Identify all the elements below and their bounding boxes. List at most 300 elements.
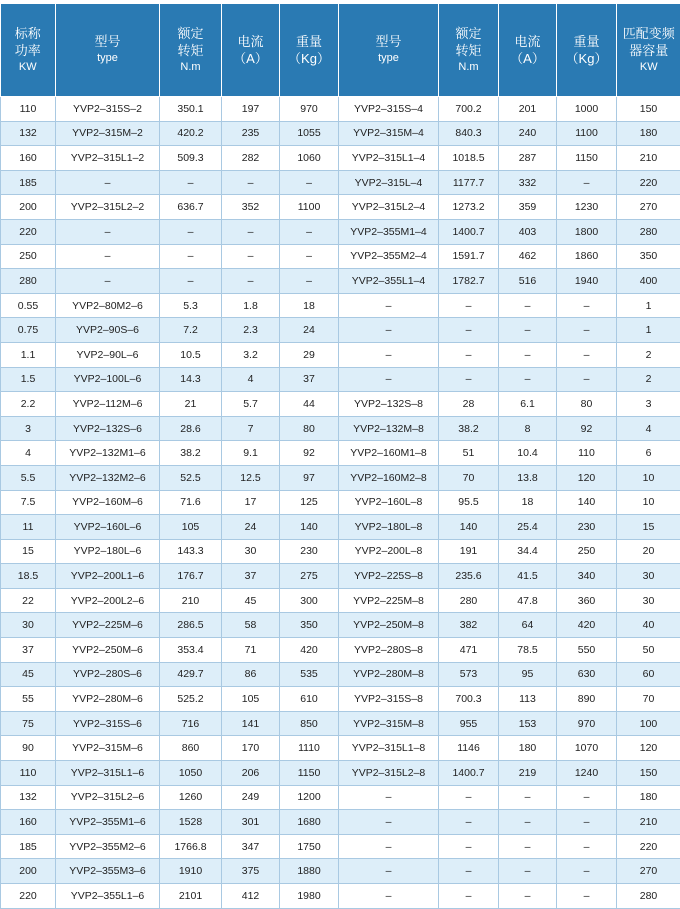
table-cell: 1200	[280, 785, 339, 810]
table-cell: 5.5	[1, 465, 56, 490]
table-cell: –	[557, 884, 617, 909]
table-cell: 50	[617, 638, 680, 663]
table-cell: 11	[1, 515, 56, 540]
table-cell: 14.3	[160, 367, 222, 392]
table-cell: 153	[499, 711, 557, 736]
table-cell: 191	[439, 539, 499, 564]
table-cell: 90	[1, 736, 56, 761]
table-cell: 28	[439, 392, 499, 417]
table-cell: 113	[499, 687, 557, 712]
table-cell: 80	[280, 416, 339, 441]
table-cell: –	[280, 170, 339, 195]
table-cell: 8	[499, 416, 557, 441]
table-cell: 70	[439, 465, 499, 490]
table-row	[1, 416, 680, 441]
table-row	[1, 564, 680, 589]
table-cell: 1782.7	[439, 269, 499, 294]
table-cell: 716	[160, 711, 222, 736]
table-cell: –	[280, 244, 339, 269]
table-cell: 13.8	[499, 465, 557, 490]
table-cell: 270	[617, 195, 680, 220]
table-cell: 110	[1, 761, 56, 786]
table-cell: –	[439, 859, 499, 884]
table-cell: 220	[1, 219, 56, 244]
table-cell: 210	[617, 810, 680, 835]
table-row	[1, 515, 680, 540]
table-cell: YVP2–112M–6	[56, 392, 160, 417]
table-row	[1, 121, 680, 146]
table-cell: 30	[617, 588, 680, 613]
table-cell: 420	[280, 638, 339, 663]
table-row	[1, 195, 680, 220]
table-cell: 100	[617, 711, 680, 736]
table-cell: –	[557, 859, 617, 884]
table-cell: YVP2–200L–8	[339, 539, 439, 564]
table-cell: 1880	[280, 859, 339, 884]
table-cell: 280	[1, 269, 56, 294]
table-row	[1, 662, 680, 687]
table-cell: 34.4	[499, 539, 557, 564]
table-cell: 20	[617, 539, 680, 564]
table-cell: 37	[280, 367, 339, 392]
table-cell: 1260	[160, 785, 222, 810]
table-cell: YVP2–160M2–8	[339, 465, 439, 490]
table-cell: 359	[499, 195, 557, 220]
table-row	[1, 711, 680, 736]
table-cell: 275	[280, 564, 339, 589]
table-cell: 18.5	[1, 564, 56, 589]
table-row	[1, 465, 680, 490]
table-row	[1, 736, 680, 761]
table-cell: –	[439, 342, 499, 367]
table-cell: 516	[499, 269, 557, 294]
table-cell: –	[557, 367, 617, 392]
table-cell: 550	[557, 638, 617, 663]
table-cell: 71	[222, 638, 280, 663]
table-row	[1, 539, 680, 564]
table-cell: 24	[222, 515, 280, 540]
table-cell: 840.3	[439, 121, 499, 146]
table-cell: 64	[499, 613, 557, 638]
table-row	[1, 638, 680, 663]
column-header	[222, 4, 280, 97]
table-cell: 10.4	[499, 441, 557, 466]
table-cell: YVP2–80M2–6	[56, 293, 160, 318]
table-cell: 1800	[557, 219, 617, 244]
table-cell: 140	[280, 515, 339, 540]
table-cell: YVP2–315L1–2	[56, 146, 160, 171]
table-cell: 400	[617, 269, 680, 294]
table-body	[1, 97, 680, 909]
table-cell: –	[56, 170, 160, 195]
table-cell: YVP2–90S–6	[56, 318, 160, 343]
table-cell: 1.1	[1, 342, 56, 367]
table-cell: –	[160, 269, 222, 294]
column-header-line: 额定	[439, 25, 498, 42]
table-cell: 200	[1, 859, 56, 884]
table-cell: 105	[160, 515, 222, 540]
table-cell: 206	[222, 761, 280, 786]
table-cell: 1766.8	[160, 834, 222, 859]
table-cell: –	[339, 367, 439, 392]
table-cell: 240	[499, 121, 557, 146]
table-cell: –	[499, 859, 557, 884]
table-cell: –	[339, 318, 439, 343]
table-cell: –	[56, 269, 160, 294]
table-cell: YVP2–355M3–6	[56, 859, 160, 884]
table-cell: 350	[280, 613, 339, 638]
column-header-line: 匹配变频	[617, 25, 680, 42]
column-header	[617, 4, 680, 97]
table-cell: 1273.2	[439, 195, 499, 220]
table-cell: 1591.7	[439, 244, 499, 269]
table-cell: 250	[1, 244, 56, 269]
table-cell: YVP2–355L1–4	[339, 269, 439, 294]
table-cell: YVP2–280M–6	[56, 687, 160, 712]
table-cell: 300	[280, 588, 339, 613]
table-cell: 2101	[160, 884, 222, 909]
table-cell: 350.1	[160, 97, 222, 122]
table-cell: 1	[617, 318, 680, 343]
table-cell: 0.55	[1, 293, 56, 318]
table-cell: –	[280, 219, 339, 244]
table-cell: YVP2–355L1–6	[56, 884, 160, 909]
table-cell: 573	[439, 662, 499, 687]
table-cell: 280	[617, 219, 680, 244]
table-cell: 353.4	[160, 638, 222, 663]
column-header-line: 转矩	[439, 42, 498, 59]
column-header-line: N.m	[160, 59, 221, 76]
table-cell: –	[160, 170, 222, 195]
table-cell: 95.5	[439, 490, 499, 515]
table-cell: YVP2–315L2–6	[56, 785, 160, 810]
table-cell: 1000	[557, 97, 617, 122]
table-cell: 97	[280, 465, 339, 490]
table-row	[1, 146, 680, 171]
table-cell: 0.75	[1, 318, 56, 343]
table-cell: 1110	[280, 736, 339, 761]
table-cell: –	[439, 318, 499, 343]
table-row	[1, 219, 680, 244]
table-cell: 403	[499, 219, 557, 244]
table-cell: 110	[1, 97, 56, 122]
column-header-line: 转矩	[160, 42, 221, 59]
table-cell: 143.3	[160, 539, 222, 564]
table-cell: 37	[1, 638, 56, 663]
table-cell: 636.7	[160, 195, 222, 220]
table-row	[1, 687, 680, 712]
table-cell: 1240	[557, 761, 617, 786]
table-cell: 301	[222, 810, 280, 835]
column-header-line: 型号	[56, 33, 159, 50]
table-cell: 17	[222, 490, 280, 515]
table-cell: 15	[617, 515, 680, 540]
table-cell: 850	[280, 711, 339, 736]
motor-spec-table	[0, 4, 680, 909]
table-cell: 2.2	[1, 392, 56, 417]
table-row	[1, 392, 680, 417]
table-cell: 18	[280, 293, 339, 318]
table-cell: 1018.5	[439, 146, 499, 171]
table-cell: 120	[557, 465, 617, 490]
table-header	[1, 4, 680, 97]
table-cell: 40	[617, 613, 680, 638]
table-cell: YVP2–250M–8	[339, 613, 439, 638]
table-cell: –	[339, 785, 439, 810]
table-cell: 1146	[439, 736, 499, 761]
table-cell: 1100	[557, 121, 617, 146]
table-cell: 105	[222, 687, 280, 712]
table-cell: –	[557, 318, 617, 343]
table-cell: 350	[617, 244, 680, 269]
table-cell: YVP2–315S–2	[56, 97, 160, 122]
table-cell: –	[222, 244, 280, 269]
table-cell: –	[439, 810, 499, 835]
table-cell: 30	[222, 539, 280, 564]
table-row	[1, 367, 680, 392]
table-cell: 970	[557, 711, 617, 736]
table-cell: 4	[1, 441, 56, 466]
table-cell: 30	[617, 564, 680, 589]
table-cell: 60	[617, 662, 680, 687]
table-cell: YVP2–315L1–6	[56, 761, 160, 786]
table-cell: 1750	[280, 834, 339, 859]
table-cell: 286.5	[160, 613, 222, 638]
table-cell: YVP2–315L1–8	[339, 736, 439, 761]
table-cell: 955	[439, 711, 499, 736]
table-row	[1, 97, 680, 122]
table-cell: 92	[557, 416, 617, 441]
table-cell: 78.5	[499, 638, 557, 663]
table-cell: 270	[617, 859, 680, 884]
table-cell: YVP2–315M–6	[56, 736, 160, 761]
table-cell: 1055	[280, 121, 339, 146]
table-cell: 230	[280, 539, 339, 564]
table-cell: 25.4	[499, 515, 557, 540]
table-cell: 1070	[557, 736, 617, 761]
table-cell: 1177.7	[439, 170, 499, 195]
table-cell: 235	[222, 121, 280, 146]
table-cell: 535	[280, 662, 339, 687]
column-header	[557, 4, 617, 97]
table-cell: YVP2–160M–6	[56, 490, 160, 515]
table-cell: –	[557, 834, 617, 859]
table-row	[1, 244, 680, 269]
table-cell: YVP2–100L–6	[56, 367, 160, 392]
table-cell: 140	[557, 490, 617, 515]
table-cell: 201	[499, 97, 557, 122]
table-cell: YVP2–250M–6	[56, 638, 160, 663]
table-cell: 47.8	[499, 588, 557, 613]
column-header	[439, 4, 499, 97]
table-cell: YVP2–160L–8	[339, 490, 439, 515]
table-cell: YVP2–180L–8	[339, 515, 439, 540]
table-cell: YVP2–90L–6	[56, 342, 160, 367]
column-header-line: 型号	[339, 33, 438, 50]
table-cell: 235.6	[439, 564, 499, 589]
table-cell: 5.3	[160, 293, 222, 318]
table-cell: 210	[160, 588, 222, 613]
table-cell: YVP2–315L2–2	[56, 195, 160, 220]
column-header-line: 器容量	[617, 42, 680, 59]
table-cell: –	[160, 219, 222, 244]
table-cell: YVP2–132S–8	[339, 392, 439, 417]
column-header	[1, 4, 56, 97]
table-cell: 1150	[557, 146, 617, 171]
table-cell: 420	[557, 613, 617, 638]
column-header-line: （A）	[499, 50, 556, 67]
table-cell: 509.3	[160, 146, 222, 171]
table-cell: 220	[617, 170, 680, 195]
column-header	[56, 4, 160, 97]
table-cell: –	[499, 884, 557, 909]
table-cell: 1910	[160, 859, 222, 884]
table-cell: 630	[557, 662, 617, 687]
table-cell: –	[499, 785, 557, 810]
table-cell: 6	[617, 441, 680, 466]
table-cell: 347	[222, 834, 280, 859]
table-cell: 7.5	[1, 490, 56, 515]
table-cell: –	[499, 342, 557, 367]
column-header-line: type	[339, 50, 438, 67]
table-cell: 38.2	[439, 416, 499, 441]
table-row	[1, 342, 680, 367]
table-cell: YVP2–225M–8	[339, 588, 439, 613]
table-cell: YVP2–315M–4	[339, 121, 439, 146]
table-cell: 22	[1, 588, 56, 613]
table-cell: 141	[222, 711, 280, 736]
table-cell: YVP2–355M2–6	[56, 834, 160, 859]
table-cell: YVP2–315S–4	[339, 97, 439, 122]
table-cell: –	[557, 785, 617, 810]
table-cell: 220	[1, 884, 56, 909]
table-cell: 51	[439, 441, 499, 466]
table-cell: 29	[280, 342, 339, 367]
table-cell: 176.7	[160, 564, 222, 589]
table-cell: 1150	[280, 761, 339, 786]
table-cell: –	[499, 367, 557, 392]
table-cell: 2	[617, 342, 680, 367]
table-cell: –	[499, 293, 557, 318]
table-cell: 220	[617, 834, 680, 859]
table-cell: 525.2	[160, 687, 222, 712]
table-cell: 219	[499, 761, 557, 786]
table-row	[1, 785, 680, 810]
table-cell: 180	[617, 121, 680, 146]
table-cell: 7	[222, 416, 280, 441]
table-cell: 110	[557, 441, 617, 466]
table-cell: YVP2–225M–6	[56, 613, 160, 638]
table-cell: 412	[222, 884, 280, 909]
table-cell: –	[499, 318, 557, 343]
table-cell: 210	[617, 146, 680, 171]
table-cell: YVP2–315S–6	[56, 711, 160, 736]
table-cell: 45	[222, 588, 280, 613]
table-cell: 287	[499, 146, 557, 171]
table-cell: 21	[160, 392, 222, 417]
table-cell: YVP2–315L2–4	[339, 195, 439, 220]
table-cell: 1860	[557, 244, 617, 269]
column-header-line: 功率	[1, 42, 56, 59]
column-header-line: 电流	[222, 33, 279, 50]
column-header-line: KW	[1, 59, 56, 76]
table-cell: 382	[439, 613, 499, 638]
table-cell: 2.3	[222, 318, 280, 343]
column-header-line: 重量	[557, 33, 616, 50]
table-cell: 1050	[160, 761, 222, 786]
table-cell: 200	[1, 195, 56, 220]
table-cell: YVP2–132M–8	[339, 416, 439, 441]
table-cell: 92	[280, 441, 339, 466]
table-cell: –	[439, 293, 499, 318]
table-cell: –	[222, 269, 280, 294]
table-cell: 462	[499, 244, 557, 269]
table-cell: 197	[222, 97, 280, 122]
table-cell: 280	[439, 588, 499, 613]
table-cell: YVP2–355M1–6	[56, 810, 160, 835]
column-header-line: 标称	[1, 25, 56, 42]
table-cell: YVP2–315M–8	[339, 711, 439, 736]
table-cell: 185	[1, 170, 56, 195]
table-cell: 55	[1, 687, 56, 712]
table-cell: 132	[1, 121, 56, 146]
table-row	[1, 613, 680, 638]
table-cell: 44	[280, 392, 339, 417]
table-cell: –	[439, 367, 499, 392]
table-cell: 282	[222, 146, 280, 171]
table-cell: YVP2–280M–8	[339, 662, 439, 687]
table-cell: YVP2–355M1–4	[339, 219, 439, 244]
table-cell: 1980	[280, 884, 339, 909]
table-cell: 75	[1, 711, 56, 736]
table-cell: 15	[1, 539, 56, 564]
table-cell: 45	[1, 662, 56, 687]
table-row	[1, 884, 680, 909]
table-cell: 160	[1, 810, 56, 835]
column-header-line: type	[56, 50, 159, 67]
table-cell: –	[557, 810, 617, 835]
table-cell: 41.5	[499, 564, 557, 589]
table-cell: 80	[557, 392, 617, 417]
column-header	[499, 4, 557, 97]
table-cell: 120	[617, 736, 680, 761]
table-cell: –	[439, 785, 499, 810]
table-cell: –	[280, 269, 339, 294]
table-cell: 249	[222, 785, 280, 810]
table-cell: 1	[617, 293, 680, 318]
table-cell: –	[557, 170, 617, 195]
table-cell: –	[56, 219, 160, 244]
table-cell: 24	[280, 318, 339, 343]
column-header-line: 电流	[499, 33, 556, 50]
table-cell: 132	[1, 785, 56, 810]
table-cell: 140	[439, 515, 499, 540]
table-cell: 230	[557, 515, 617, 540]
table-cell: 5.7	[222, 392, 280, 417]
table-cell: YVP2–132M2–6	[56, 465, 160, 490]
table-cell: 1230	[557, 195, 617, 220]
table-cell: –	[557, 342, 617, 367]
table-cell: 3.2	[222, 342, 280, 367]
column-header-line: （Kg）	[280, 50, 338, 67]
table-cell: 1100	[280, 195, 339, 220]
table-cell: 1.8	[222, 293, 280, 318]
table-cell: –	[439, 884, 499, 909]
column-header-line: 额定	[160, 25, 221, 42]
table-cell: 2	[617, 367, 680, 392]
table-cell: YVP2–315L2–8	[339, 761, 439, 786]
table-cell: 1.5	[1, 367, 56, 392]
